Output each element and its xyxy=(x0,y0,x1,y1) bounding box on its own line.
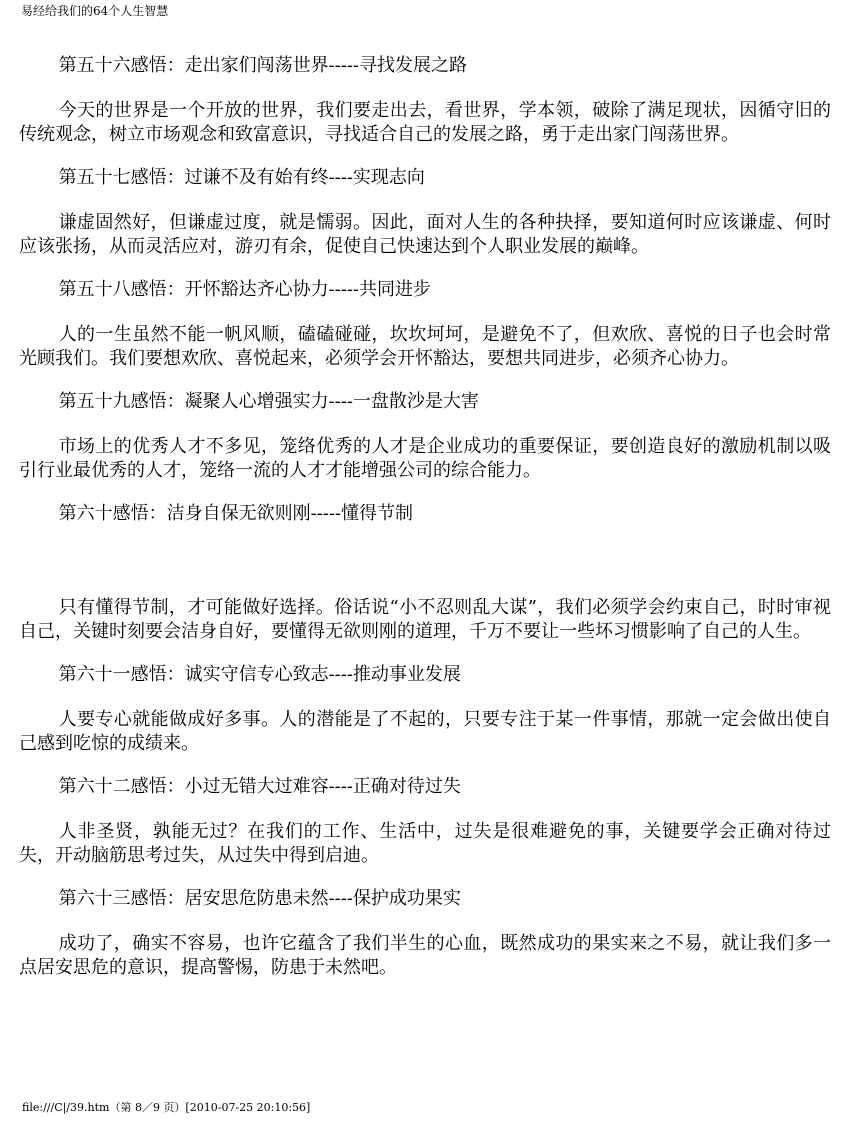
section-heading: 第六十一感悟：诚实守信专心致志----推动事业发展 xyxy=(58,664,461,685)
section-heading: 第五十七感悟：过谦不及有始有终----实现志向 xyxy=(58,167,425,188)
section-heading: 第五十八感悟：开怀豁达齐心协力-----共同进步 xyxy=(58,279,432,300)
section-paragraph: 市场上的优秀人才不多见，笼络优秀的人才是企业成功的重要保证，要创造良好的激励机制以吸引行业最优秀的人才，笼络一流的人才才能增强公司的综合能力。 xyxy=(19,436,831,481)
article-body xyxy=(19,52,831,997)
section-paragraph: 人要专心就能做成好多事。人的潜能是了不起的，只要专注于某一件事情，那就一定会做出使自己感到吃惊的成绩来。 xyxy=(19,709,831,754)
section-paragraph: 今天的世界是一个开放的世界，我们要走出去，看世界，学本领，破除了满足现状，因循守旧的传统观念，树立市场观念和致富意识，寻找适合自己的发展之路，勇于走出家门闯荡世界。 xyxy=(19,100,831,145)
section-heading: 第五十六感悟：走出家们闯荡世界-----寻找发展之路 xyxy=(58,55,468,76)
section-paragraph: 谦虚固然好，但谦虚过度，就是懦弱。因此，面对人生的各种抉择，要知道何时应该谦虚、何时应该张扬，从而灵活应对，游刃有余，促使自己快速达到个人职业发展的巅峰。 xyxy=(19,212,831,257)
page-header-title: 易经给我们的64个人生智慧 xyxy=(21,4,169,18)
section-paragraph: 只有懂得节制，才可能做好选择。俗话说“小不忍则乱大谋”，我们必须学会约束自己，时时审视自己，关键时刻要会洁身自好，要懂得无欲则刚的道理，千万不要让一些坏习惯影响了自己的人生。 xyxy=(19,597,831,642)
section-paragraph: 成功了，确实不容易，也许它蕴含了我们半生的心血，既然成功的果实来之不易，就让我们多一点居安思危的意识，提高警惕，防患于未然吧。 xyxy=(19,933,831,978)
page-footer: file:///C|/39.htm（第 8／9 页）[2010-07-25 20:10:56] xyxy=(22,1101,311,1114)
section-heading: 第六十感悟：洁身自保无欲则刚-----懂得节制 xyxy=(58,503,414,524)
section-heading: 第六十三感悟：居安思危防患未然----保护成功果实 xyxy=(58,888,461,909)
section-heading: 第五十九感悟：凝聚人心增强实力----一盘散沙是大害 xyxy=(58,391,479,412)
section-heading: 第六十二感悟：小过无错大过难容----正确对待过失 xyxy=(58,776,461,797)
section-paragraph: 人非圣贤，孰能无过？在我们的工作、生活中，过失是很难避免的事，关键要学会正确对待过失，开动脑筋思考过失，从过失中得到启迪。 xyxy=(19,821,831,866)
section-paragraph: 人的一生虽然不能一帆风顺，磕磕碰碰，坎坎坷坷，是避免不了，但欢欣、喜悦的日子也会时常光顾我们。我们要想欢欣、喜悦起来，必须学会开怀豁达，要想共同进步，必须齐心协力。 xyxy=(19,324,831,369)
